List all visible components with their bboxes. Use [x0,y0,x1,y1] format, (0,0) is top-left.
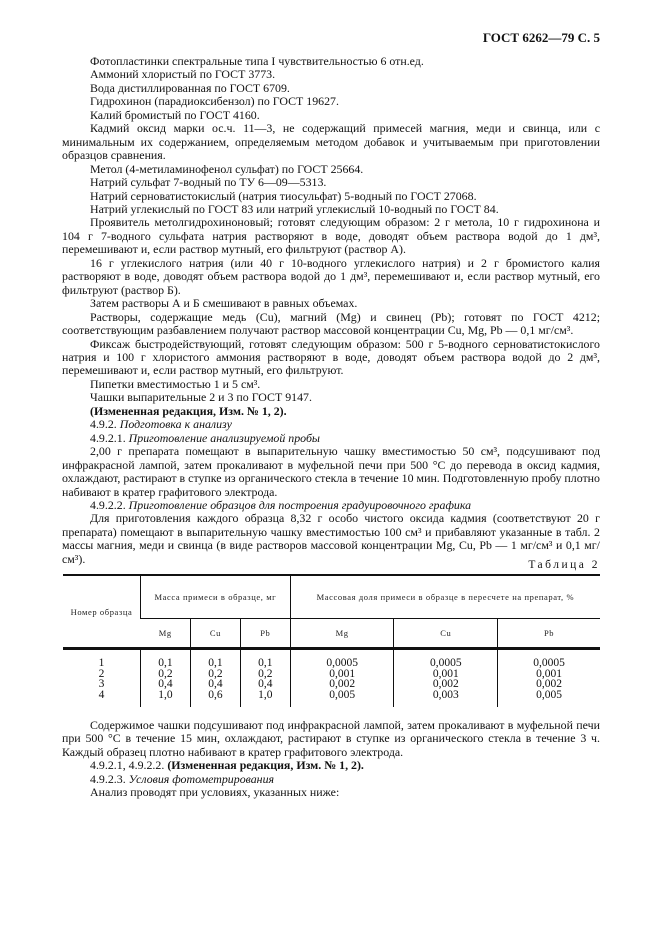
paragraph [62,297,600,310]
table-cell: 1 2 3 4 [98,657,105,701]
paragraph [62,190,600,203]
paragraph-text: Проявитель метолгидрохиноновый; готовят следующим образом: 2 г метола, 10 г гидрохинона и 104 г 7-водного сульфата натрия растворяют в воде, доводят объем раствора водой до 1 дм³, перемешивают и, если раствор мутный, его фильтруют (раствор А). [62,215,600,257]
paragraph-text: Анализ проводят при условиях, указанных ниже: [90,785,340,800]
paragraph [62,445,600,499]
table-cell: 0,0005 0,001 0,002 0,005 [290,649,394,708]
paragraph-text: 2,00 г препарата помещают в выпарительную чашку вместимостью 50 см³, подсушивают под инфракрасной лампой, затем прокаливают в муфельной печи при 500 °С до перевода в оксид кадмия, охлаждают, растирают в ступке из органического стекла в течение 10 мин. Подготовленную пробу плотно набивают в кратер графитового электрода. [62,444,600,499]
header-fraction: Массовая доля примеси в образце в пересчете на препарат, % [290,575,600,619]
paragraph-text: Натрий серноватистокислый (натрия тиосульфат) 5-водный по ГОСТ 27068. [90,188,477,203]
paragraph-text: Кадмий оксид марки ос.ч. 11—3, не содержащий примесей магния, меди и свинца, или с минимальным их содержанием, определяемым методом добавок и учитываемым при приготовлении образцов сравнения. [62,121,600,163]
sub-header: Mg [141,619,191,649]
paragraph-text: (Измененная редакция, Изм. № 1, 2). [167,758,364,773]
table-body-row [63,649,600,708]
paragraph [62,82,600,95]
paragraph-text: Натрий углекислый по ГОСТ 83 или натрий углекислый 10-водный по ГОСТ 84. [90,201,499,216]
paragraph-text: Чашки выпарительные 2 и 3 по ГОСТ 9147. [90,390,312,405]
table-caption: Таблица 2 [528,559,600,571]
table-cell: 0,0005 0,001 0,002 0,003 [394,649,498,708]
paragraph-text: Условия фотометрирования [128,771,275,786]
paragraph [62,405,600,418]
sub-header: Cu [394,619,498,649]
paragraph [62,311,600,338]
paragraph-text: Для приготовления каждого образца 8,32 г особо чистого оксида кадмия (соответствуют 20 г препарата) помещают в выпарительную чашку вместимостью 100 см³ и прибавляют указанные в табл. 2 массы магния, меди и свинца (в виде растворов массовой концентрации Mg, Cu, Pb — 1 мг/см³ и 0,1 мг/см³). [62,511,600,566]
paragraph [62,68,600,81]
sub-header: Mg [290,619,394,649]
paragraph-text: Калий бромистый по ГОСТ 4160. [90,107,260,122]
paragraph [62,95,600,108]
paragraph-text: Метол (4-метиламинофенол сульфат) по ГОСТ 25664. [90,161,364,176]
paragraph [62,719,600,759]
paragraph [62,55,600,68]
page-header: ГОСТ 6262—79 С. 5 [482,30,600,45]
paragraph [62,773,600,786]
text-section-2 [62,719,600,800]
paragraph-text: Растворы, содержащие медь (Cu), магний (Mg) и свинец (Pb); готовят по ГОСТ 4212; соответствующим разбавлением получают раствор массовой концентрации Cu, Mg, Pb — 0,1 мг/см³. [62,309,600,338]
sub-header: Cu [190,619,240,649]
paragraph-text: Затем растворы А и Б смешивают в равных объемах. [90,296,358,311]
text-section-1 [62,55,600,566]
table-2 [63,574,600,707]
header-sample-number: Номер образца [63,575,141,649]
table-cell: 0,1 0,2 0,4 1,0 [240,649,290,708]
section-number: 4.9.2.1. [90,430,126,445]
paragraph [62,499,600,512]
paragraph-text: Фотопластинки спектральные типа I чувствительностью 6 отн.ед. [90,54,424,68]
section-number: 4.9.2.2. [90,497,126,512]
paragraph [62,338,600,378]
paragraph-text: Приготовление анализируемой пробы [128,430,320,445]
table-cell: 0,0005 0,001 0,002 0,005 [498,649,600,708]
section-number: 4.9.2.1, 4.9.2.2. [90,758,165,773]
table-cell: 0,1 0,2 0,4 0,6 [190,649,240,708]
paragraph [62,163,600,176]
paragraph-text: Подготовка к анализу [119,417,232,432]
paragraph [62,759,600,772]
paragraph-text: Гидрохинон (парадиоксибензол) по ГОСТ 19627. [90,94,339,109]
table-cell: 0,1 0,2 0,4 1,0 [141,649,191,708]
paragraph-text: Пипетки вместимостью 1 и 5 см³. [90,376,261,391]
section-number: 4.9.2. [90,417,117,432]
paragraph-text: Содержимое чашки подсушивают под инфракрасной лампой, затем прокаливают в муфельной печи при 500 °С в течение 15 мин, охлаждают, растирают в ступке из органического стекла в течение 3 ч. Каждый образец плотно набивают в кратер графитового электрода. [62,718,600,759]
section-number: 4.9.2.3. [90,771,126,786]
paragraph [62,122,600,162]
paragraph [62,418,600,431]
paragraph [62,109,600,122]
paragraph [62,786,600,799]
paragraph-text: Приготовление образцов для построения градуировочного графика [128,497,472,512]
paragraph [62,216,600,256]
paragraph [62,378,600,391]
paragraph-text: Аммоний хлористый по ГОСТ 3773. [90,67,276,82]
paragraph [62,203,600,216]
sub-header: Pb [498,619,600,649]
paragraph [62,176,600,189]
paragraph-text: (Измененная редакция, Изм. № 1, 2). [90,403,287,418]
paragraph [62,432,600,445]
paragraph [62,512,600,566]
paragraph [62,391,600,404]
header-mass: Масса примеси в образце, мг [141,575,291,619]
paragraph-text: Вода дистиллированная по ГОСТ 6709. [90,80,290,95]
paragraph-text: Фиксаж быстродействующий, готовят следующим образом: 500 г 5-водного серноватистокислого натрия и 100 г хлористого аммония растворяют в воде, доводят объем раствора водой до 2 дм³, перемешивают и, если раствор мутный, его фильтруют. [62,336,600,378]
paragraph-text: Натрий сульфат 7-водный по ТУ 6—09—5313. [90,175,327,190]
sub-header: Pb [240,619,290,649]
paragraph-text: 16 г углекислого натрия (или 40 г 10-водного углекислого натрия) и 2 г бромистого калия растворяют в воде, доводят объем раствора водой до 1 дм³, перемешивают и, если раствор мутный, его фильтруют (раствор Б). [62,255,600,297]
paragraph [62,257,600,297]
